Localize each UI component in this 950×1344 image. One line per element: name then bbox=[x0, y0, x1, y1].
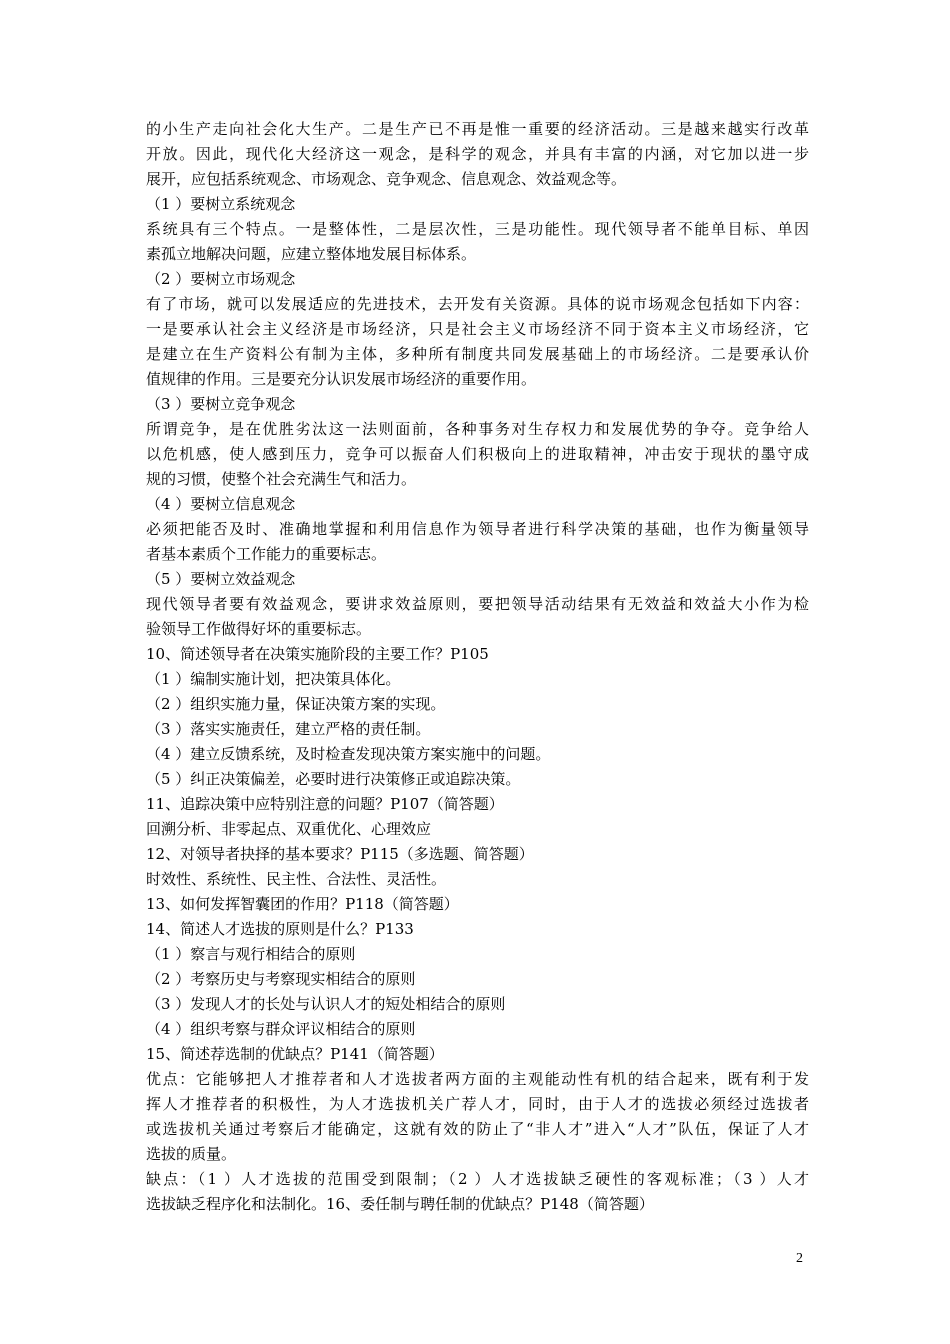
text-line: 13、如何发挥智囊团的作用？P118（简答题） bbox=[146, 895, 459, 913]
text-line: 12、对领导者抉择的基本要求？P115（多选题、简答题） bbox=[146, 845, 534, 863]
text-line: 时效性、系统性、民主性、合法性、灵活性。 bbox=[146, 870, 447, 888]
text-line: 选拔缺乏程序化和法制化。16、委任制与聘任制的优缺点？P148（简答题） bbox=[146, 1195, 654, 1213]
text-line: （2 ）考察历史与考察现实相结合的原则 bbox=[146, 970, 416, 988]
text-line: 规的习惯，使整个社会充满生气和活力。 bbox=[146, 470, 417, 488]
text-line: 14、简述人才选拔的原则是什么？P133 bbox=[146, 920, 414, 938]
text-line: 必须把能否及时、准确地掌握和利用信息作为领导者进行科学决策的基础，也作为衡量领导 bbox=[146, 520, 809, 538]
text-line: （1 ）要树立系统观念 bbox=[146, 195, 296, 213]
text-line: 开放。因此，现代化大经济这一观念，是科学的观念，并具有丰富的内涵，对它加以进一步 bbox=[146, 145, 809, 163]
text-line: 一是要承认社会主义经济是市场经济，只是社会主义市场经济不同于资本主义市场经济，它 bbox=[146, 320, 809, 338]
text-line: 值规律的作用。三是要充分认识发展市场经济的重要作用。 bbox=[146, 370, 537, 388]
text-line: 验领导工作做得好坏的重要标志。 bbox=[146, 620, 372, 638]
text-line: 11、追踪决策中应特别注意的问题？P107（简答题） bbox=[146, 795, 504, 813]
document-body bbox=[146, 117, 809, 1217]
text-line: （3 ）发现人才的长处与认识人才的短处相结合的原则 bbox=[146, 995, 506, 1013]
text-line: 缺点：（1 ）人才选拔的范围受到限制；（2 ）人才选拔缺乏硬性的客观标准；（3 ）人才 bbox=[146, 1170, 809, 1188]
text-line: （4 ）建立反馈系统，及时检查发现决策方案实施中的问题。 bbox=[146, 745, 551, 763]
page-number: 2 bbox=[796, 1251, 803, 1266]
text-line: （1 ）编制实施计划，把决策具体化。 bbox=[146, 670, 401, 688]
text-line: （3 ）要树立竞争观念 bbox=[146, 395, 296, 413]
text-line: 所谓竞争，是在优胜劣汰这一法则面前，各种事务对生存权力和发展优势的争夺。竞争给人 bbox=[146, 420, 809, 438]
text-line: （2 ）要树立市场观念 bbox=[146, 270, 296, 288]
text-line: 有了市场，就可以发展适应的先进技术，去开发有关资源。具体的说市场观念包括如下内容： bbox=[146, 295, 809, 313]
text-line: 15、简述荐选制的优缺点？P141（简答题） bbox=[146, 1045, 444, 1063]
text-line: 挥人才推荐者的积极性，为人才选拔机关广荐人才，同时，由于人才的选拔必须经过选拔者 bbox=[146, 1095, 809, 1113]
text-line: 系统具有三个特点。一是整体性，二是层次性，三是功能性。现代领导者不能单目标、单因 bbox=[146, 220, 809, 238]
text-line: 展开，应包括系统观念、市场观念、竞争观念、信息观念、效益观念等。 bbox=[146, 170, 627, 188]
text-line: 的小生产走向社会化大生产。二是生产已不再是惟一重要的经济活动。三是越来越实行改革 bbox=[146, 120, 809, 138]
text-line: 选拔的质量。 bbox=[146, 1145, 237, 1163]
text-line: 优点：它能够把人才推荐者和人才选拔者两方面的主观能动性有机的结合起来，既有利于发 bbox=[146, 1070, 809, 1088]
text-line: 是建立在生产资料公有制为主体，多种所有制度共同发展基础上的市场经济。二是要承认价 bbox=[146, 345, 809, 363]
text-line: （2 ）组织实施力量，保证决策方案的实现。 bbox=[146, 695, 446, 713]
text-line: 素孤立地解决问题，应建立整体地发展目标体系。 bbox=[146, 245, 477, 263]
text-line: （5 ）要树立效益观念 bbox=[146, 570, 296, 588]
text-line: （1 ）察言与观行相结合的原则 bbox=[146, 945, 356, 963]
text-line: 现代领导者要有效益观念，要讲求效益原则，要把领导活动结果有无效益和效益大小作为检 bbox=[146, 595, 809, 613]
text-line: 回溯分析、非零起点、双重优化、心理效应 bbox=[146, 820, 432, 838]
text-line: （4 ）组织考察与群众评议相结合的原则 bbox=[146, 1020, 416, 1038]
text-line: 以危机感，使人感到压力，竞争可以振奋人们积极向上的进取精神，冲击安于现状的墨守成 bbox=[146, 445, 809, 463]
text-line: （5 ）纠正决策偏差，必要时进行决策修正或追踪决策。 bbox=[146, 770, 521, 788]
text-line: 或选拔机关通过考察后才能确定，这就有效的防止了“非人才”进入“人才”队伍，保证了人才 bbox=[146, 1120, 809, 1138]
text-line: （3 ）落实实施责任，建立严格的责任制。 bbox=[146, 720, 431, 738]
text-line: （4 ）要树立信息观念 bbox=[146, 495, 296, 513]
text-line: 10、简述领导者在决策实施阶段的主要工作？P105 bbox=[146, 645, 489, 663]
text-line: 者基本素质个工作能力的重要标志。 bbox=[146, 545, 387, 563]
